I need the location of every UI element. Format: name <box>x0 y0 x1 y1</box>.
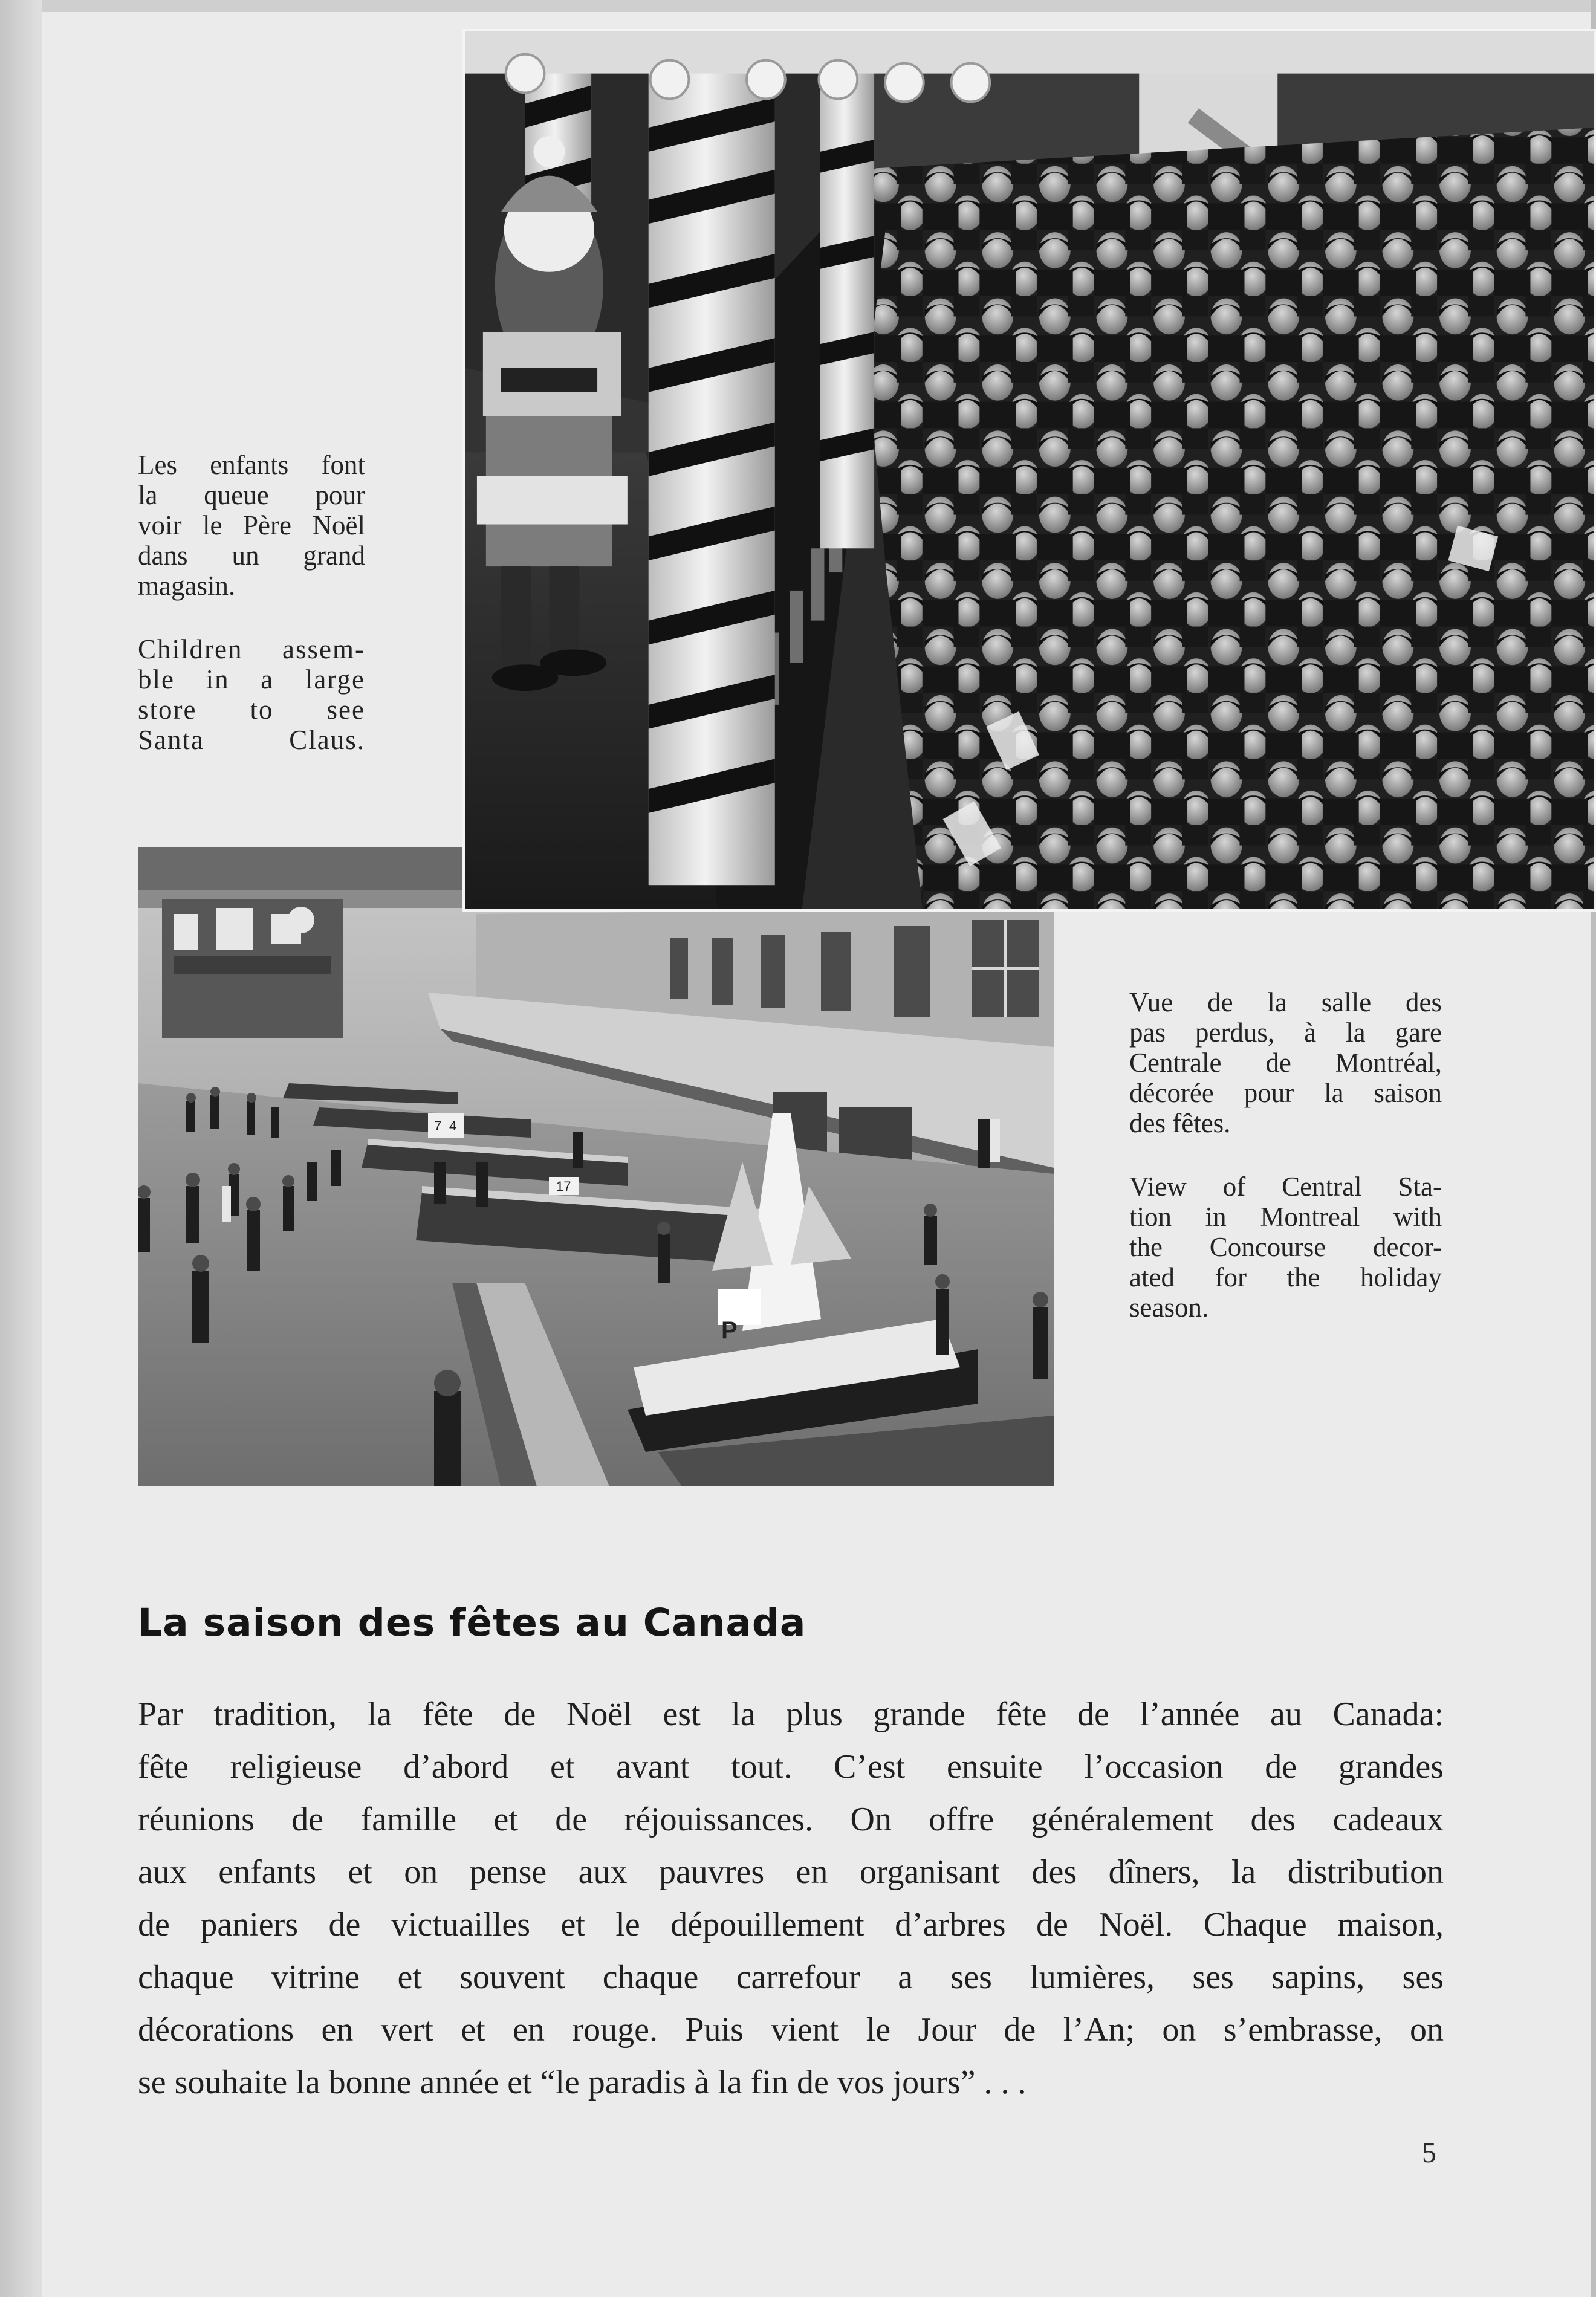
caption-line: Vue de la salle des <box>1129 987 1442 1017</box>
caption-station-english <box>1129 1171 1442 1323</box>
station-sign-17: 17 <box>556 1179 571 1194</box>
article-line: réunions de famille et de réjouissances. On offre généralement des cadeaux <box>138 1801 1444 1838</box>
caption-station-french <box>1129 987 1442 1138</box>
caption-line: Children assem- <box>138 634 365 664</box>
photo-central-station-concourse <box>138 847 1054 1486</box>
caption-line: décorée pour la saison <box>1129 1078 1442 1108</box>
caption-line: Centrale de Montréal, <box>1129 1048 1442 1078</box>
caption-line: the Concourse decor- <box>1129 1232 1442 1262</box>
caption-santa-english <box>138 634 365 755</box>
page-number: 5 <box>1422 2137 1436 2169</box>
article-line: Par tradition, la fête de Noël est la plus grande fête de l’année au Canada: <box>138 1696 1444 1733</box>
station-photo-graphic <box>138 847 1054 1486</box>
article-body <box>138 1688 1444 2109</box>
station-sign-p: P <box>721 1317 738 1344</box>
caption-line: tion in Montreal with <box>1129 1202 1442 1232</box>
caption-line: View of Central Sta- <box>1129 1171 1442 1202</box>
caption-line: ated for the holiday <box>1129 1262 1442 1292</box>
caption-line: voir le Père Noël <box>138 510 365 540</box>
caption-line: pas perdus, à la gare <box>1129 1017 1442 1048</box>
santa-photo-graphic <box>465 31 1594 909</box>
article-line: se souhaite la bonne année et “le paradis à la fin de vos jours” . . . <box>138 2064 1027 2101</box>
article-line: chaque vitrine et souvent chaque carrefour a ses lumières, ses sapins, ses <box>138 1958 1444 1996</box>
caption-line: Les enfants font <box>138 450 365 480</box>
station-sign-4: 4 <box>449 1118 457 1133</box>
caption-line: ble in a large <box>138 664 365 695</box>
article-heading: La saison des fêtes au Canada <box>138 1601 806 1645</box>
article-line: décorations en vert et en rouge. Puis vient le Jour de l’An; on s’embrasse, on <box>138 2011 1444 2049</box>
caption-line: dans un grand <box>138 540 365 571</box>
caption-line: season. <box>1129 1292 1209 1323</box>
caption-line: la queue pour <box>138 480 365 510</box>
article-line: aux enfants et on pense aux pauvres en organisant des dîners, la distribution <box>138 1853 1444 1891</box>
page-top-edge <box>42 0 1596 12</box>
article-line: de paniers de victuailles et le dépouillement d’arbres de Noël. Chaque maison, <box>138 1906 1444 1943</box>
caption-line: des fêtes. <box>1129 1108 1231 1138</box>
station-sign-7: 7 <box>434 1118 442 1133</box>
caption-santa-french <box>138 450 365 601</box>
caption-line: magasin. <box>138 571 236 601</box>
photo-santa-claus-store <box>462 29 1596 912</box>
article-line: fête religieuse d’abord et avant tout. C’est ensuite l’occasion de grandes <box>138 1748 1444 1786</box>
caption-line: store to see <box>138 695 365 725</box>
caption-line: Santa Claus. <box>138 725 365 755</box>
